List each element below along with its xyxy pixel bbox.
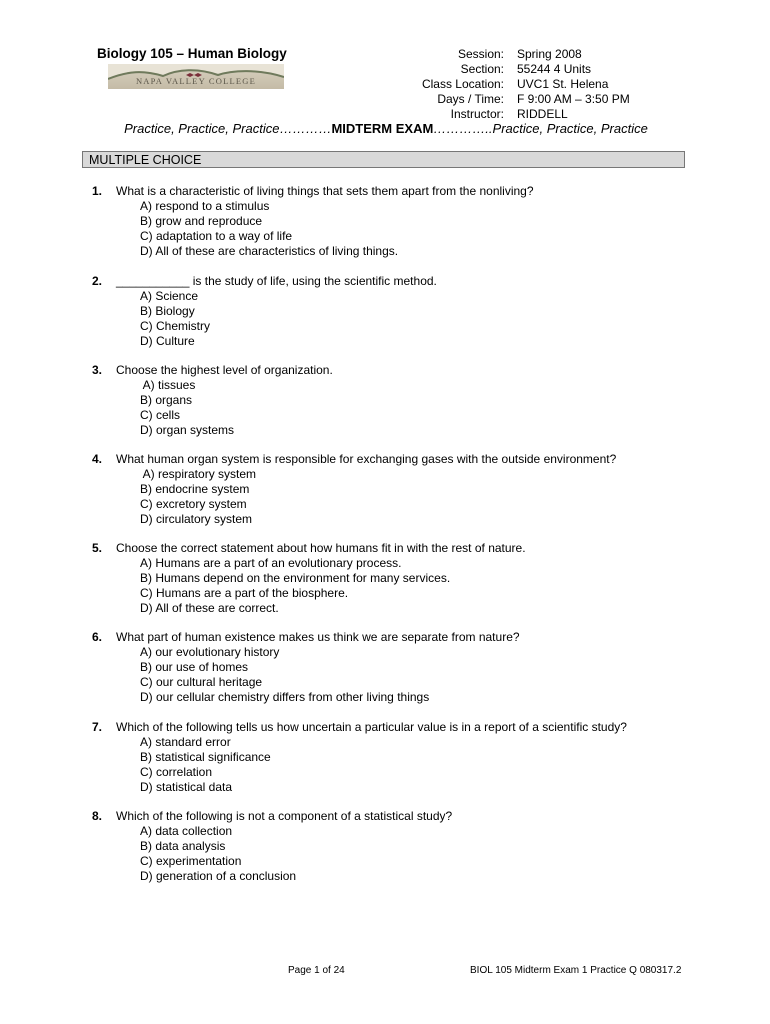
question-number: 1. (92, 184, 103, 198)
option-a: A) Science (140, 289, 199, 303)
option-c: C) cells (140, 408, 181, 422)
question-number: 2. (92, 274, 103, 288)
option-b: B) our use of homes (140, 660, 249, 674)
answer-options (140, 556, 450, 616)
location-label: Class Location: (421, 77, 504, 91)
option-b: B) organs (140, 393, 193, 407)
answer-options (140, 645, 429, 705)
option-d: D) All of these are correct. (140, 601, 279, 615)
answer-options (140, 824, 296, 884)
course-title: Biology 105 – Human Biology (97, 46, 287, 61)
option-d: D) our cellular chemistry differs from other living things (140, 690, 430, 704)
midterm-exam-title: MIDTERM EXAM (331, 121, 434, 136)
question-text: Which of the following is not a component of a statistical study? (116, 809, 453, 823)
session-label: Session: (457, 47, 504, 61)
session-value: Spring 2008 (517, 47, 582, 61)
option-b: B) data analysis (140, 839, 226, 853)
option-b: B) statistical significance (140, 750, 271, 764)
question-text: What is a characteristic of living things that sets them apart from the nonliving? (116, 184, 534, 198)
option-b: B) grow and reproduce (140, 214, 263, 228)
location-value: UVC1 St. Helena (517, 77, 609, 91)
question-text: Choose the correct statement about how humans fit in with the rest of nature. (116, 541, 526, 555)
option-d: D) generation of a conclusion (140, 869, 297, 883)
option-a: A) respond to a stimulus (140, 199, 270, 213)
question-number: 3. (92, 363, 103, 377)
instructor-value: RIDDELL (517, 107, 568, 121)
course-info-labels (404, 47, 504, 122)
option-c: C) adaptation to a way of life (140, 229, 293, 243)
section-label: Section: (460, 62, 504, 76)
college-logo (108, 64, 284, 89)
option-a: A) our evolutionary history (140, 645, 280, 659)
option-d: D) organ systems (140, 423, 235, 437)
answer-options (140, 199, 398, 259)
option-d: D) Culture (140, 334, 195, 348)
answer-options (140, 467, 256, 527)
option-c: C) Chemistry (140, 319, 211, 333)
option-d: D) circulatory system (140, 512, 253, 526)
option-b: B) Biology (140, 304, 195, 318)
option-a: A) Humans are a part of an evolutionary process. (140, 556, 402, 570)
option-c: C) experimentation (140, 854, 242, 868)
option-a: A) tissues (140, 378, 196, 392)
option-a: A) respiratory system (140, 467, 257, 481)
question-text: Which of the following tells us how uncertain a particular value is in a report of a scientific study? (116, 720, 627, 734)
question-number: 4. (92, 452, 103, 466)
days-time-label: Days / Time: (437, 92, 504, 106)
option-c: C) Humans are a part of the biosphere. (140, 586, 349, 600)
question-text: ___________ is the study of life, using the scientific method. (116, 274, 437, 288)
section-header: MULTIPLE CHOICE (82, 151, 685, 168)
answer-options (140, 378, 234, 438)
instructor-label: Instructor: (450, 107, 504, 121)
answer-options (140, 735, 271, 795)
option-d: D) statistical data (140, 780, 233, 794)
option-c: C) our cultural heritage (140, 675, 263, 689)
question-text: What part of human existence makes us think we are separate from nature? (116, 630, 520, 644)
option-b: B) endocrine system (140, 482, 250, 496)
option-d: D) All of these are characteristics of living things. (140, 244, 399, 258)
option-c: C) correlation (140, 765, 213, 779)
section-value: 55244 4 Units (517, 62, 592, 76)
course-info-values (517, 47, 737, 122)
option-b: B) Humans depend on the environment for many services. (140, 571, 451, 585)
question-text: What human organ system is responsible for exchanging gases with the outside environment? (116, 452, 617, 466)
logo-text: NAPA VALLEY COLLEGE (135, 76, 257, 86)
question-number: 5. (92, 541, 103, 555)
option-c: C) excretory system (140, 497, 247, 511)
question-number: 8. (92, 809, 103, 823)
option-a: A) data collection (140, 824, 233, 838)
practice-right: …………..Practice, Practice, Practice (433, 121, 648, 136)
question-number: 6. (92, 630, 103, 644)
practice-left: Practice, Practice, Practice………… (124, 121, 332, 136)
question-text: Choose the highest level of organization. (116, 363, 333, 377)
document-id: BIOL 105 Midterm Exam 1 Practice Q 080317.2 (470, 965, 682, 976)
question-number: 7. (92, 720, 103, 734)
page-number: Page 1 of 24 (288, 965, 345, 976)
answer-options (140, 289, 210, 349)
practice-banner (0, 121, 770, 136)
option-a: A) standard error (140, 735, 231, 749)
days-time-value: F 9:00 AM – 3:50 PM (517, 92, 630, 106)
